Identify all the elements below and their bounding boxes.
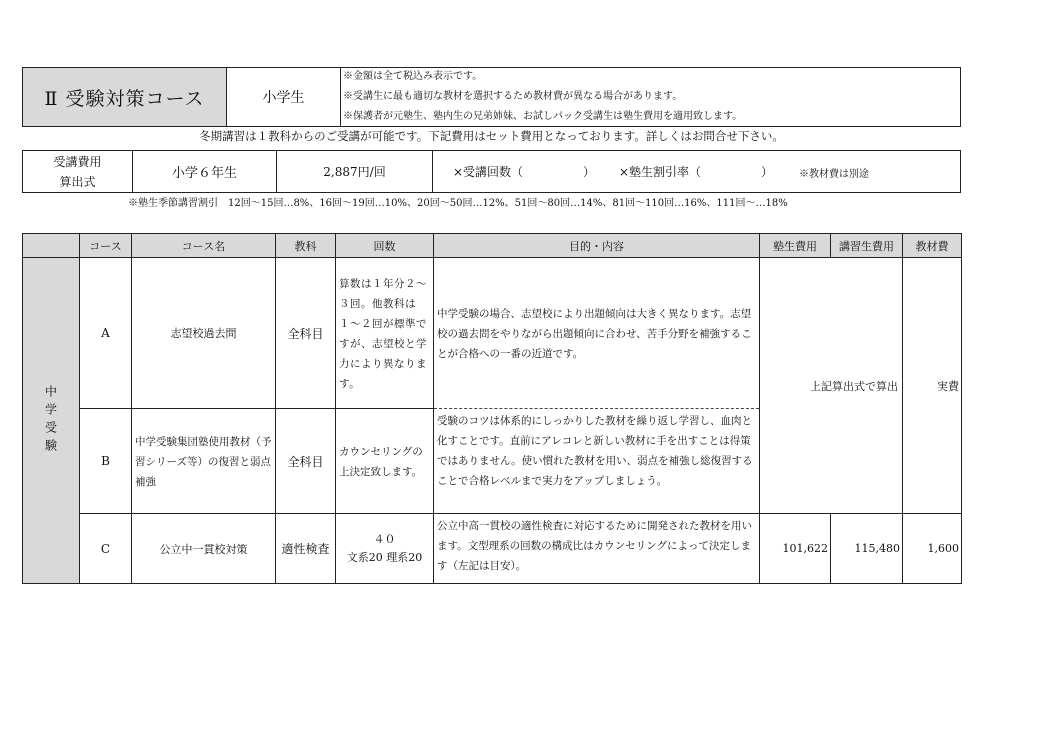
row-c-count: [336, 514, 434, 584]
row-b-purpose: 受験のコツは体系的にしっかりした教材を繰り返し学習し、血肉と化すことです。直前にアレコレと新しい教材に手を出すことは得策ではありません。使い慣れた教材を用い、弱点を補強し総復習することで合格レベルまで実力をアップしましょう。: [434, 409, 760, 514]
formula-discount: ×塾生割引率（ ）: [619, 165, 774, 179]
row-c-course: C: [80, 514, 132, 584]
formula-grade-text: 小学６年生: [171, 166, 237, 181]
header-purpose: 目的・内容: [434, 234, 760, 258]
header-course: コース: [80, 234, 132, 258]
row-c-count-total: ４０: [373, 532, 396, 546]
formula-grade: [133, 151, 277, 192]
row-c-member-fee: 101,622: [760, 514, 831, 584]
formula-label: [23, 151, 133, 192]
row-a-count: 算数は１年分２〜３回。他教科は１〜２回が標準ですが、志望校と学力により異なります。: [336, 258, 434, 409]
category-label: 中学受験: [43, 384, 58, 457]
row-b-count: カウンセリングの上決定致します。: [336, 409, 434, 514]
header-course-name: コース名: [132, 234, 276, 258]
target-grade-text: 小学生: [262, 90, 305, 106]
formula-label-2: 算出式: [59, 174, 96, 189]
category-cell: [23, 258, 80, 584]
course-table: [22, 233, 962, 584]
table-header-row: [23, 234, 962, 258]
header-notes: [341, 67, 960, 127]
target-grade: [227, 68, 341, 126]
row-b-name: 中学受験集団塾使用教材（予習シリーズ等）の復習と弱点補強: [132, 409, 276, 514]
row-c-purpose: 公立中高一貫校の適性検査に対応するために開発された教材を用います。文型理系の回数の構成比はカウンセリングによって決定します（左記は目安）。: [434, 514, 760, 584]
formula-price-text: 2,887円/回: [323, 165, 386, 179]
header-subject: 教科: [276, 234, 336, 258]
row-a-purpose: 中学受験の場合、志望校により出題傾向は大きく異なります。志望校の過去問をやりながら出題傾向に合わせ、苦手分野を補強することが合格への一番の近道です。: [434, 258, 760, 409]
ab-material-note: 実費: [903, 258, 962, 514]
formula-price: [277, 151, 433, 192]
row-c-student-fee: 115,480: [831, 514, 903, 584]
table-row: [23, 258, 962, 409]
row-c-name: 公立中一貫校対策: [132, 514, 276, 584]
row-a-course: A: [80, 258, 132, 409]
header-box: [22, 67, 961, 127]
header-member-fee: 塾生費用: [760, 234, 831, 258]
ab-fee-note: 上記算出式で算出: [760, 258, 903, 514]
header-student-fee: 講習生費用: [831, 234, 903, 258]
row-c-material-fee: 1,600: [903, 514, 962, 584]
row-c-count-split: 文系20 理系20: [346, 550, 423, 564]
note-3: ※保護者が元塾生、塾内生の兄弟姉妹、お試しパック受講生は塾生費用を適用致します。: [343, 111, 743, 122]
row-a-name: 志望校過去問: [132, 258, 276, 409]
row-b-subject: 全科目: [276, 409, 336, 514]
note-1: ※金額は全て税込み表示です。: [343, 71, 483, 82]
winter-note: 冬期講習は１教科からのご受講が可能です。下記費用はセット費用となっております。詳しくはお問合せ下さい。: [199, 129, 784, 143]
note-2: ※受講生に最も適切な教材を選択するため教材費が異なる場合があります。: [343, 91, 683, 102]
formula-times: ×受講回数（ ）: [453, 165, 596, 179]
formula-box: [22, 150, 961, 193]
course-title: [23, 68, 227, 126]
header-blank: [23, 234, 80, 258]
table-row: [23, 514, 962, 584]
row-a-subject: 全科目: [276, 258, 336, 409]
row-b-course: B: [80, 409, 132, 514]
row-c-subject: 適性検査: [276, 514, 336, 584]
formula-label-1: 受講費用: [53, 154, 102, 169]
header-count: 回数: [336, 234, 434, 258]
course-title-text: Ⅱ 受験対策コース: [44, 87, 205, 110]
discount-note: ※塾生季節講習割引 12回〜15回…8%、16回〜19回…10%、20回〜50回…12%、51回〜80回…14%、81回〜110回…16%、111回〜…18%: [128, 198, 788, 209]
header-material-fee: 教材費: [903, 234, 962, 258]
formula-materials-note: ※教材費は別途: [799, 169, 869, 180]
